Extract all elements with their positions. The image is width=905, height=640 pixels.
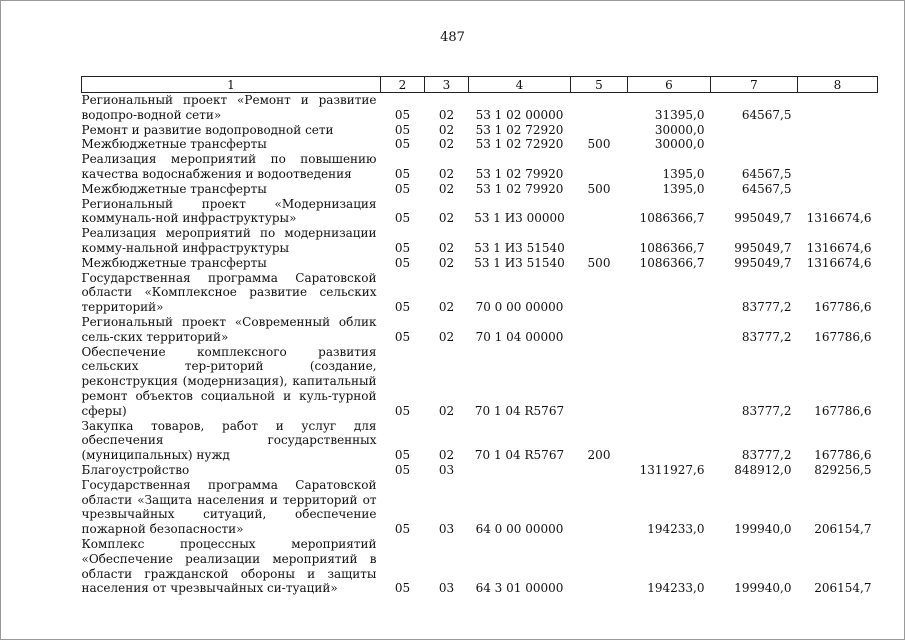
row-amount-col7: 83777,2 bbox=[741, 403, 792, 418]
column-header: 4 bbox=[469, 77, 571, 93]
row-amount-col7: 83777,2 bbox=[741, 300, 792, 315]
row-amount-col6: 30000,0 bbox=[654, 122, 705, 137]
column-header: 5 bbox=[571, 77, 628, 93]
row-subsection-code: 02 bbox=[438, 300, 455, 315]
row-subsection-code: 02 bbox=[438, 211, 455, 226]
row-amount-col6: 1086366,7 bbox=[639, 255, 705, 270]
column-header: 3 bbox=[425, 77, 469, 93]
row-target-code: 64 0 00 00000 bbox=[475, 522, 564, 537]
row-amount-col6: 30000,0 bbox=[654, 137, 705, 152]
table-row bbox=[82, 226, 878, 256]
table-row bbox=[82, 478, 878, 537]
row-amount-col8: 167786,6 bbox=[814, 448, 872, 463]
table-row bbox=[82, 182, 878, 197]
table-row bbox=[82, 537, 878, 596]
row-name: Реализация мероприятий по повышению качества водоснабжения и водоотведения bbox=[81, 152, 377, 181]
row-section-code: 05 bbox=[394, 137, 411, 152]
row-name: Комплекс процессных мероприятий «Обеспечение реализации мероприятий в области гражданской обороны и защиты населения от чрезвычайных си-туаций» bbox=[81, 536, 377, 596]
row-section-code: 05 bbox=[394, 581, 411, 596]
row-amount-col8 bbox=[798, 137, 878, 152]
row-target-code bbox=[469, 463, 571, 478]
row-section-code: 05 bbox=[394, 462, 411, 477]
table-row bbox=[82, 315, 878, 345]
row-section-code: 05 bbox=[394, 522, 411, 537]
row-target-code: 53 1 02 72920 bbox=[475, 122, 564, 137]
row-subsection-code: 02 bbox=[438, 329, 455, 344]
row-expense-type bbox=[571, 345, 628, 419]
row-amount-col7: 199940,0 bbox=[734, 522, 792, 537]
row-amount-col7: 995049,7 bbox=[734, 240, 792, 255]
row-name: Государственная программа Саратовской области «Защита населения и территорий от чрезвычайных ситуаций, обеспечение пожарной безопасности» bbox=[81, 477, 377, 537]
row-expense-type bbox=[571, 197, 628, 227]
row-target-code: 53 1 02 72920 bbox=[475, 137, 564, 152]
row-amount-col7: 995049,7 bbox=[734, 255, 792, 270]
row-amount-col7: 83777,2 bbox=[741, 448, 792, 463]
row-target-code: 53 1 02 79920 bbox=[475, 181, 564, 196]
column-header: 6 bbox=[628, 77, 711, 93]
row-target-code: 53 1 И3 00000 bbox=[474, 211, 565, 226]
row-target-code: 64 3 01 00000 bbox=[475, 581, 564, 596]
row-amount-col8: 206154,7 bbox=[814, 581, 872, 596]
table-row bbox=[82, 152, 878, 182]
row-amount-col8: 1316674,6 bbox=[806, 240, 872, 255]
table-row bbox=[82, 419, 878, 463]
row-name: Межбюджетные трансферты bbox=[81, 137, 267, 152]
row-amount-col8 bbox=[798, 182, 878, 197]
row-target-code: 70 0 00 00000 bbox=[475, 300, 564, 315]
column-header: 7 bbox=[711, 77, 798, 93]
row-amount-col6: 194233,0 bbox=[647, 522, 705, 537]
row-subsection-code: 02 bbox=[438, 137, 455, 152]
row-subsection-code: 02 bbox=[438, 255, 455, 270]
row-expense-type: 500 bbox=[587, 137, 611, 152]
row-subsection-code: 03 bbox=[438, 581, 455, 596]
table-row bbox=[82, 345, 878, 419]
row-section-code: 05 bbox=[394, 107, 411, 122]
row-name: Региональный проект «Современный облик сель-ских территорий» bbox=[81, 314, 377, 344]
row-amount-col6: 194233,0 bbox=[647, 581, 705, 596]
table-body bbox=[82, 93, 878, 597]
row-section-code: 05 bbox=[394, 329, 411, 344]
row-target-code: 70 1 04 R5767 bbox=[474, 448, 565, 463]
table-row bbox=[82, 137, 878, 152]
row-name: Ремонт и развитие водопроводной сети bbox=[81, 122, 334, 137]
row-amount-col8: 829256,5 bbox=[814, 462, 872, 477]
row-section-code: 05 bbox=[394, 300, 411, 315]
row-amount-col6 bbox=[628, 315, 711, 345]
table-row bbox=[82, 93, 878, 123]
row-name: Региональный проект «Ремонт и развитие водопро-водной сети» bbox=[81, 93, 377, 122]
row-expense-type bbox=[571, 93, 628, 123]
row-amount-col6: 1086366,7 bbox=[639, 211, 705, 226]
table-row bbox=[82, 271, 878, 315]
row-target-code: 53 1 И3 51540 bbox=[474, 255, 565, 270]
row-name: Обеспечение комплексного развития сельских тер-риторий (создание, реконструкция (модернизация), капитальный ремонт объектов социальной и куль-турной сферы) bbox=[81, 344, 377, 418]
row-amount-col7: 64567,5 bbox=[741, 166, 792, 181]
row-expense-type: 500 bbox=[587, 181, 611, 196]
row-amount-col8: 206154,7 bbox=[814, 522, 872, 537]
row-amount-col7: 64567,5 bbox=[741, 107, 792, 122]
budget-table bbox=[81, 76, 878, 596]
row-subsection-code: 02 bbox=[438, 107, 455, 122]
row-expense-type bbox=[571, 271, 628, 315]
row-expense-type bbox=[571, 123, 628, 138]
row-amount-col8 bbox=[798, 93, 878, 123]
row-section-code: 05 bbox=[394, 240, 411, 255]
row-section-code: 05 bbox=[394, 166, 411, 181]
row-target-code: 70 1 04 00000 bbox=[475, 329, 564, 344]
row-target-code: 70 1 04 R5767 bbox=[474, 403, 565, 418]
row-section-code: 05 bbox=[394, 255, 411, 270]
row-expense-type: 500 bbox=[587, 255, 611, 270]
row-expense-type bbox=[571, 152, 628, 182]
row-subsection-code: 02 bbox=[438, 240, 455, 255]
row-expense-type bbox=[571, 478, 628, 537]
row-amount-col7: 848912,0 bbox=[734, 462, 792, 477]
row-name: Закупка товаров, работ и услуг для обеспечения государственных (муниципальных) нужд bbox=[81, 418, 377, 463]
table-row bbox=[82, 256, 878, 271]
row-amount-col8 bbox=[798, 152, 878, 182]
row-amount-col7 bbox=[711, 123, 798, 138]
row-amount-col8: 167786,6 bbox=[814, 403, 872, 418]
row-target-code: 53 1 02 79920 bbox=[475, 166, 564, 181]
table-row bbox=[82, 197, 878, 227]
row-subsection-code: 03 bbox=[438, 522, 455, 537]
row-amount-col8 bbox=[798, 123, 878, 138]
row-subsection-code: 02 bbox=[438, 448, 455, 463]
row-expense-type bbox=[571, 226, 628, 256]
row-section-code: 05 bbox=[394, 211, 411, 226]
row-amount-col7: 64567,5 bbox=[741, 181, 792, 196]
row-amount-col7 bbox=[711, 137, 798, 152]
row-subsection-code: 02 bbox=[438, 181, 455, 196]
row-expense-type bbox=[571, 537, 628, 596]
table-row bbox=[82, 123, 878, 138]
row-subsection-code: 03 bbox=[438, 462, 455, 477]
row-name: Межбюджетные трансферты bbox=[81, 181, 267, 196]
row-amount-col6 bbox=[628, 271, 711, 315]
table-header-row bbox=[82, 77, 878, 93]
table-row bbox=[82, 463, 878, 478]
row-name: Государственная программа Саратовской области «Комплексное развитие сельских территорий» bbox=[81, 270, 377, 315]
row-expense-type: 200 bbox=[587, 448, 611, 463]
column-header: 1 bbox=[82, 77, 381, 93]
row-expense-type bbox=[571, 463, 628, 478]
row-section-code: 05 bbox=[394, 403, 411, 418]
row-amount-col6: 1395,0 bbox=[662, 181, 705, 196]
row-section-code: 05 bbox=[394, 181, 411, 196]
row-amount-col7: 83777,2 bbox=[741, 329, 792, 344]
row-subsection-code: 02 bbox=[438, 166, 455, 181]
row-amount-col8: 167786,6 bbox=[814, 300, 872, 315]
row-section-code: 05 bbox=[394, 448, 411, 463]
row-expense-type bbox=[571, 315, 628, 345]
row-name: Межбюджетные трансферты bbox=[81, 255, 267, 270]
row-target-code: 53 1 02 00000 bbox=[475, 107, 564, 122]
column-header: 8 bbox=[798, 77, 878, 93]
row-amount-col8: 1316674,6 bbox=[806, 211, 872, 226]
row-amount-col6: 1311927,6 bbox=[639, 462, 705, 477]
row-amount-col7: 199940,0 bbox=[734, 581, 792, 596]
row-name: Реализация мероприятий по модернизации комму-нальной инфраструктуры bbox=[81, 226, 377, 255]
row-section-code: 05 bbox=[394, 122, 411, 137]
row-amount-col6 bbox=[628, 345, 711, 419]
row-name: Региональный проект «Модернизация коммуналь-ной инфраструктуры» bbox=[81, 196, 377, 226]
row-amount-col6: 1395,0 bbox=[662, 166, 705, 181]
page-number: 487 bbox=[440, 30, 465, 45]
row-amount-col8: 1316674,6 bbox=[806, 255, 872, 270]
row-subsection-code: 02 bbox=[438, 122, 455, 137]
row-amount-col7: 995049,7 bbox=[734, 211, 792, 226]
row-amount-col8: 167786,6 bbox=[814, 329, 872, 344]
column-header: 2 bbox=[381, 77, 425, 93]
row-amount-col6: 1086366,7 bbox=[639, 240, 705, 255]
row-subsection-code: 02 bbox=[438, 403, 455, 418]
row-target-code: 53 1 И3 51540 bbox=[474, 240, 565, 255]
row-amount-col6: 31395,0 bbox=[654, 107, 705, 122]
row-name: Благоустройство bbox=[81, 462, 190, 477]
row-amount-col6 bbox=[628, 419, 711, 463]
